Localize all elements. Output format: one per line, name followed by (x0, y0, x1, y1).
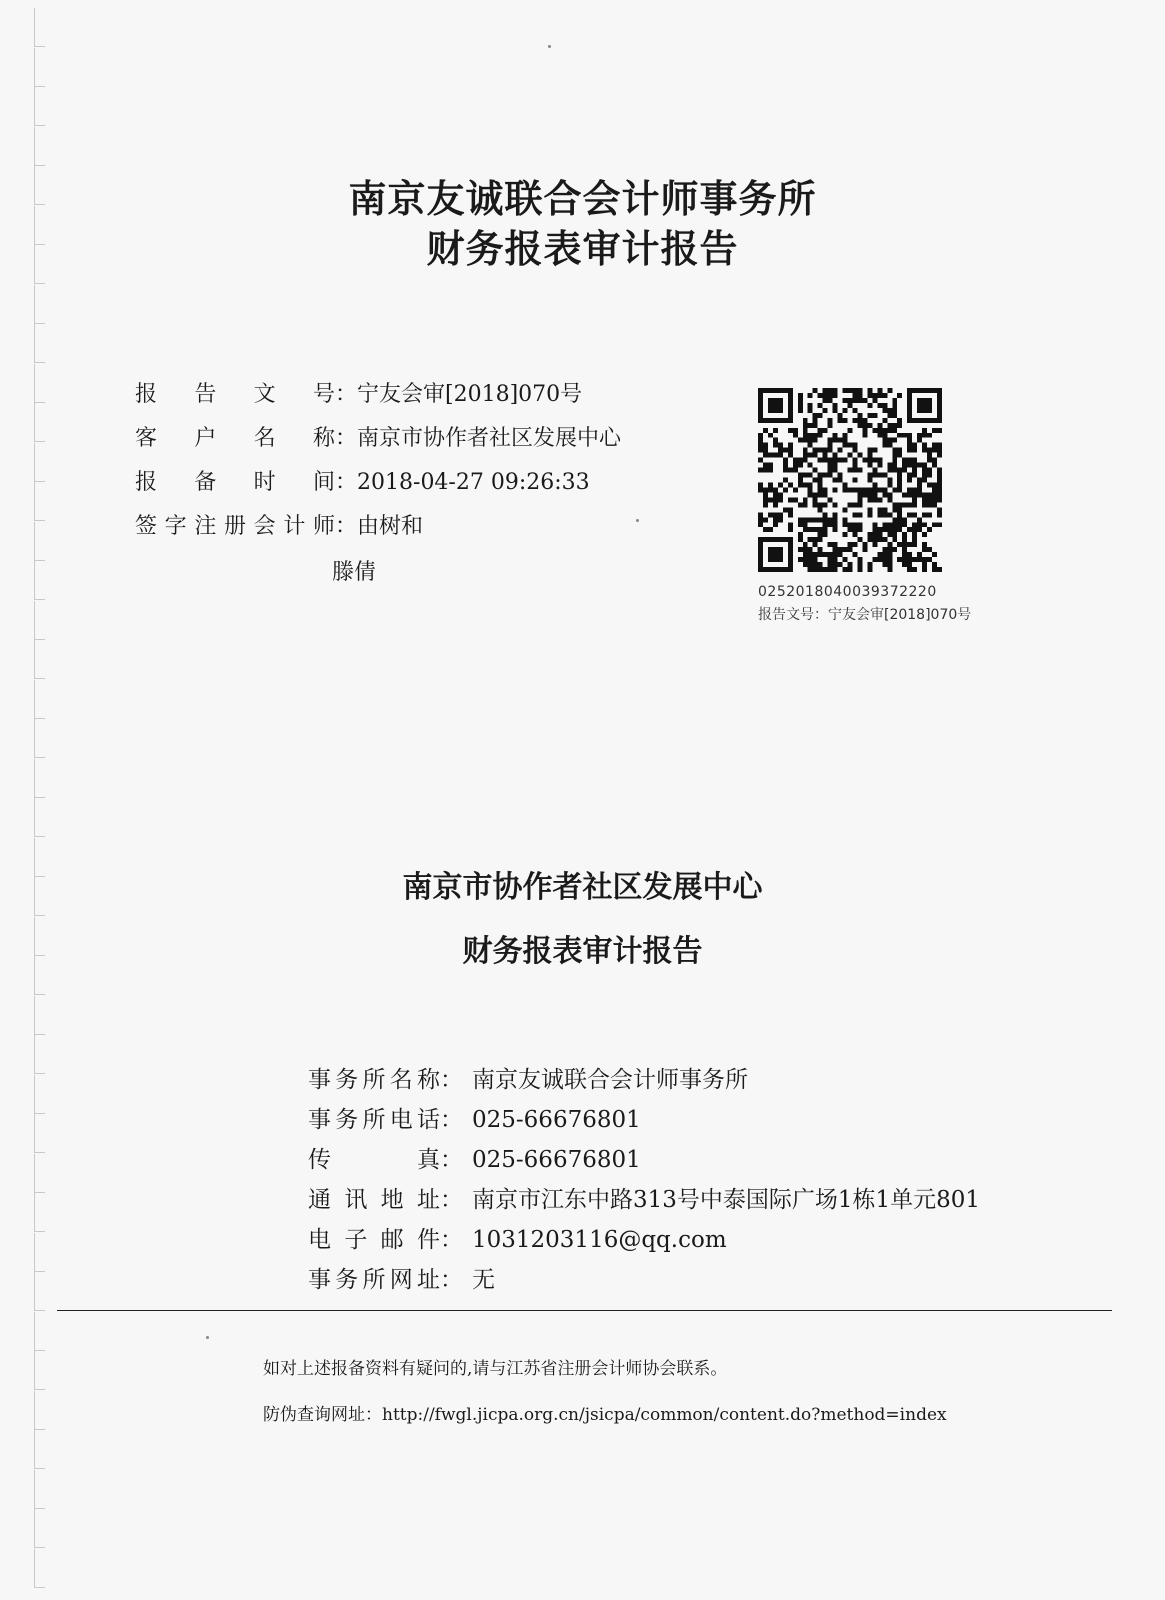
firm-fax-label: 传真 (308, 1147, 440, 1173)
colon: ： (335, 382, 358, 407)
binding-hole (34, 996, 45, 1035)
firm-fax-value: 025-66676801 (472, 1147, 641, 1173)
firm-name-label: 事务所名称 (308, 1067, 440, 1093)
firm-address-value: 南京市江东中路313号中泰国际广场1栋1单元801 (472, 1187, 981, 1213)
subject-name: 南京市协作者社区发展中心 (402, 870, 763, 905)
firm-address-row (308, 1184, 980, 1216)
binding-hole (34, 1430, 45, 1469)
binding-hole (34, 1391, 45, 1430)
colon: ： (335, 470, 358, 495)
cpa-label: 签字注册会计师 (135, 514, 335, 539)
firm-name-value: 南京友诚联合会计师事务所 (472, 1067, 748, 1093)
binding-hole (34, 364, 45, 403)
cpa-name-2: 滕倩 (332, 560, 377, 585)
binding-hole (34, 719, 45, 758)
firm-website-value: 无 (472, 1267, 495, 1293)
client-name-row (135, 424, 621, 454)
binding-hole (34, 127, 45, 166)
qr-code (758, 388, 942, 572)
firm-email-label: 电子邮件 (308, 1227, 440, 1253)
cpa-row-2 (332, 558, 376, 588)
binding-hole (34, 1549, 45, 1588)
client-name-value: 南京市协作者社区发展中心 (357, 426, 622, 451)
binding-hole (34, 640, 45, 679)
cpa-name-1: 由树和 (357, 514, 424, 539)
binding-hole (34, 8, 45, 47)
binding-hole (34, 443, 45, 482)
colon: ： (440, 1107, 463, 1133)
binding-hole (34, 324, 45, 363)
report-title: 财务报表审计报告 (426, 227, 739, 271)
colon: ： (440, 1147, 463, 1173)
firm-address-label: 通讯地址 (308, 1187, 440, 1213)
binding-hole (34, 1351, 45, 1390)
scan-speck (636, 519, 639, 522)
binding-hole (34, 403, 45, 442)
binding-hole (34, 1035, 45, 1074)
binding-hole (34, 285, 45, 324)
firm-website-row (308, 1264, 495, 1296)
binding-hole (34, 1272, 45, 1311)
firm-phone-value: 025-66676801 (472, 1107, 641, 1133)
firm-email-value: 1031203116@qq.com (472, 1227, 727, 1253)
colon: ： (440, 1067, 463, 1093)
binding-hole (34, 798, 45, 837)
binding-hole (34, 601, 45, 640)
verify-url-link[interactable]: http://fwgl.jicpa.org.cn/jsicpa/common/content.do?method=index (382, 1405, 947, 1425)
qr-report-number: 报告文号：宁友会审[2018]070号 (758, 607, 972, 623)
colon: ： (440, 1267, 463, 1293)
firm-fax-row (308, 1144, 641, 1176)
binding-hole (34, 48, 45, 87)
binding-hole (34, 1233, 45, 1272)
binding-hole (34, 522, 45, 561)
subject-report-title: 财务报表审计报告 (462, 934, 703, 969)
report-number-label: 报告文号 (135, 382, 335, 407)
colon: ： (335, 514, 358, 539)
filing-time-label: 报备时间 (135, 470, 335, 495)
footer-note: 如对上述报备资料有疑问的,请与江苏省注册会计师协会联系。 (263, 1359, 728, 1379)
verify-label: 防伪查询网址： (263, 1405, 382, 1425)
binding-hole (34, 561, 45, 600)
binding-hole (34, 1154, 45, 1193)
binding-hole (34, 1075, 45, 1114)
client-name-label: 客户名称 (135, 426, 335, 451)
binding-hole (34, 87, 45, 126)
binding-hole (34, 482, 45, 521)
binding-hole (34, 1312, 45, 1351)
colon: ： (335, 426, 358, 451)
firm-title: 南京友诚联合会计师事务所 (348, 177, 817, 221)
firm-name-row (308, 1064, 748, 1096)
binding-hole (34, 1193, 45, 1232)
binding-hole (34, 1114, 45, 1153)
firm-phone-label: 事务所电话 (308, 1107, 440, 1133)
report-number-value: 宁友会审[2018]070号 (357, 382, 583, 407)
scan-speck (548, 45, 551, 48)
footer-verify (263, 1400, 947, 1425)
binding-hole (34, 680, 45, 719)
binding-hole (34, 1470, 45, 1509)
qr-code-number: 0252018040039372220 (758, 584, 937, 600)
firm-website-label: 事务所网址 (308, 1267, 440, 1293)
filing-time-row (135, 468, 590, 498)
cpa-row (135, 512, 423, 542)
firm-email-row (308, 1224, 727, 1256)
colon: ： (440, 1227, 463, 1253)
divider-line (57, 1310, 1112, 1311)
report-number-row (135, 380, 582, 410)
filing-time-value: 2018-04-27 09:26:33 (357, 470, 590, 495)
scan-speck (206, 1336, 209, 1339)
binding-hole (34, 1509, 45, 1548)
binding-hole (34, 759, 45, 798)
colon: ： (440, 1187, 463, 1213)
firm-phone-row (308, 1104, 641, 1136)
